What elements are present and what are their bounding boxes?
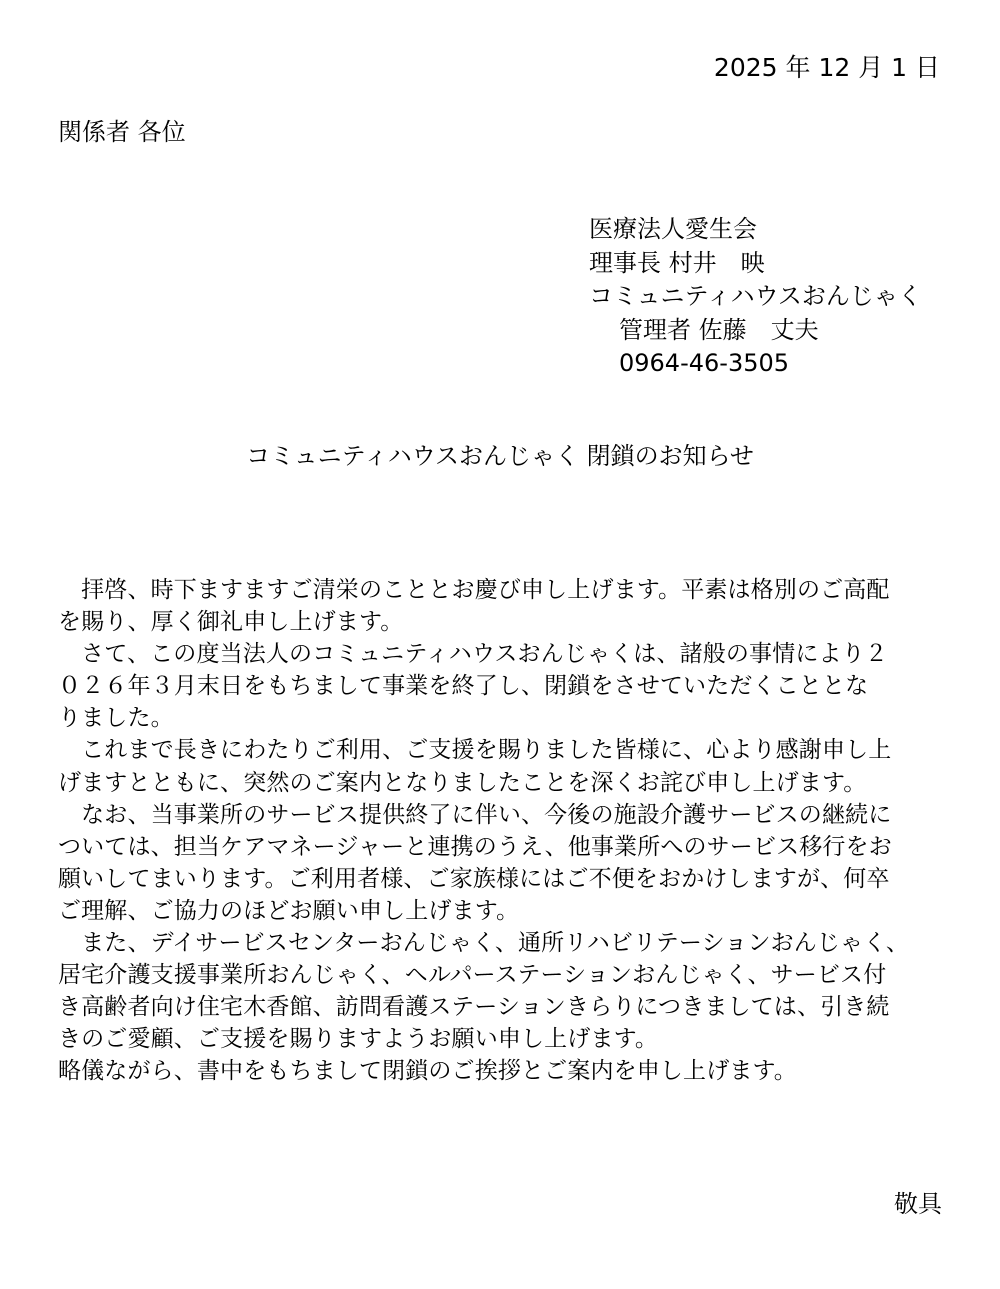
- body-line: ついては、担当ケアマネージャーと連携のうえ、他事業所へのサービス移行をお: [58, 833, 892, 860]
- sender-facility: コミュニティハウスおんじゃく: [589, 282, 922, 310]
- body-line: き高齢者向け住宅木香館、訪問看護ステーションきらりにつきましては、引き続: [58, 994, 890, 1021]
- sender-phone: 0964-46-3505: [619, 349, 790, 377]
- body-line: を賜り、厚く御礼申し上げます。: [58, 609, 404, 636]
- body-line: 略儀ながら、書中をもちまして閉鎖のご挨拶とご案内を申し上げます。: [58, 1058, 797, 1085]
- body-line: きのご愛顧、ご支援を賜りますようお願い申し上げます。: [58, 1026, 659, 1053]
- body-line: さて、この度当法人のコミュニティハウスおんじゃくは、諸般の事情により２: [58, 641, 888, 668]
- body-line: なお、当事業所のサービス提供終了に伴い、今後の施設介護サービスの継続に: [58, 801, 892, 828]
- body-line: げますとともに、突然のご案内となりましたことを深くお詫び申し上げます。: [58, 769, 867, 796]
- body-line: ご理解、ご協力のほどお願い申し上げます。: [58, 897, 520, 924]
- letter-title: コミュニティハウスおんじゃく 閉鎖のお知らせ: [246, 442, 754, 470]
- letter-body: [58, 574, 948, 1088]
- body-line: りました。: [58, 705, 174, 732]
- body-line: 願いしてまいります。ご利用者様、ご家族様にはご不便をおかけしますが、何卒: [58, 865, 890, 892]
- sender-organization: 医療法人愛生会: [589, 215, 757, 243]
- body-line: 拝啓、時下ますますご清栄のこととお慶び申し上げます。平素は格別のご高配: [58, 577, 890, 603]
- sender-block: [589, 213, 922, 381]
- letter-date: 2025 年 12 月 1 日: [713, 53, 940, 82]
- body-line: これまで長きにわたりご利用、ご支援を賜りました皆様に、心より感謝申し上: [58, 737, 892, 764]
- body-line: ０２６年３月末日をもちまして事業を終了し、閉鎖をさせていただくこととな: [58, 673, 869, 700]
- sender-chairman: 理事長 村井 映: [589, 248, 765, 277]
- letter-closing: 敬具: [894, 1190, 942, 1218]
- body-line: また、デイサービスセンターおんじゃく、通所リハビリテーションおんじゃく、: [58, 930, 910, 957]
- sender-manager: 管理者 佐藤 丈夫: [619, 315, 819, 344]
- letter-recipient: 関係者 各位: [58, 118, 186, 146]
- body-line: 居宅介護支援事業所おんじゃく、ヘルパーステーションおんじゃく、サービス付: [58, 962, 887, 989]
